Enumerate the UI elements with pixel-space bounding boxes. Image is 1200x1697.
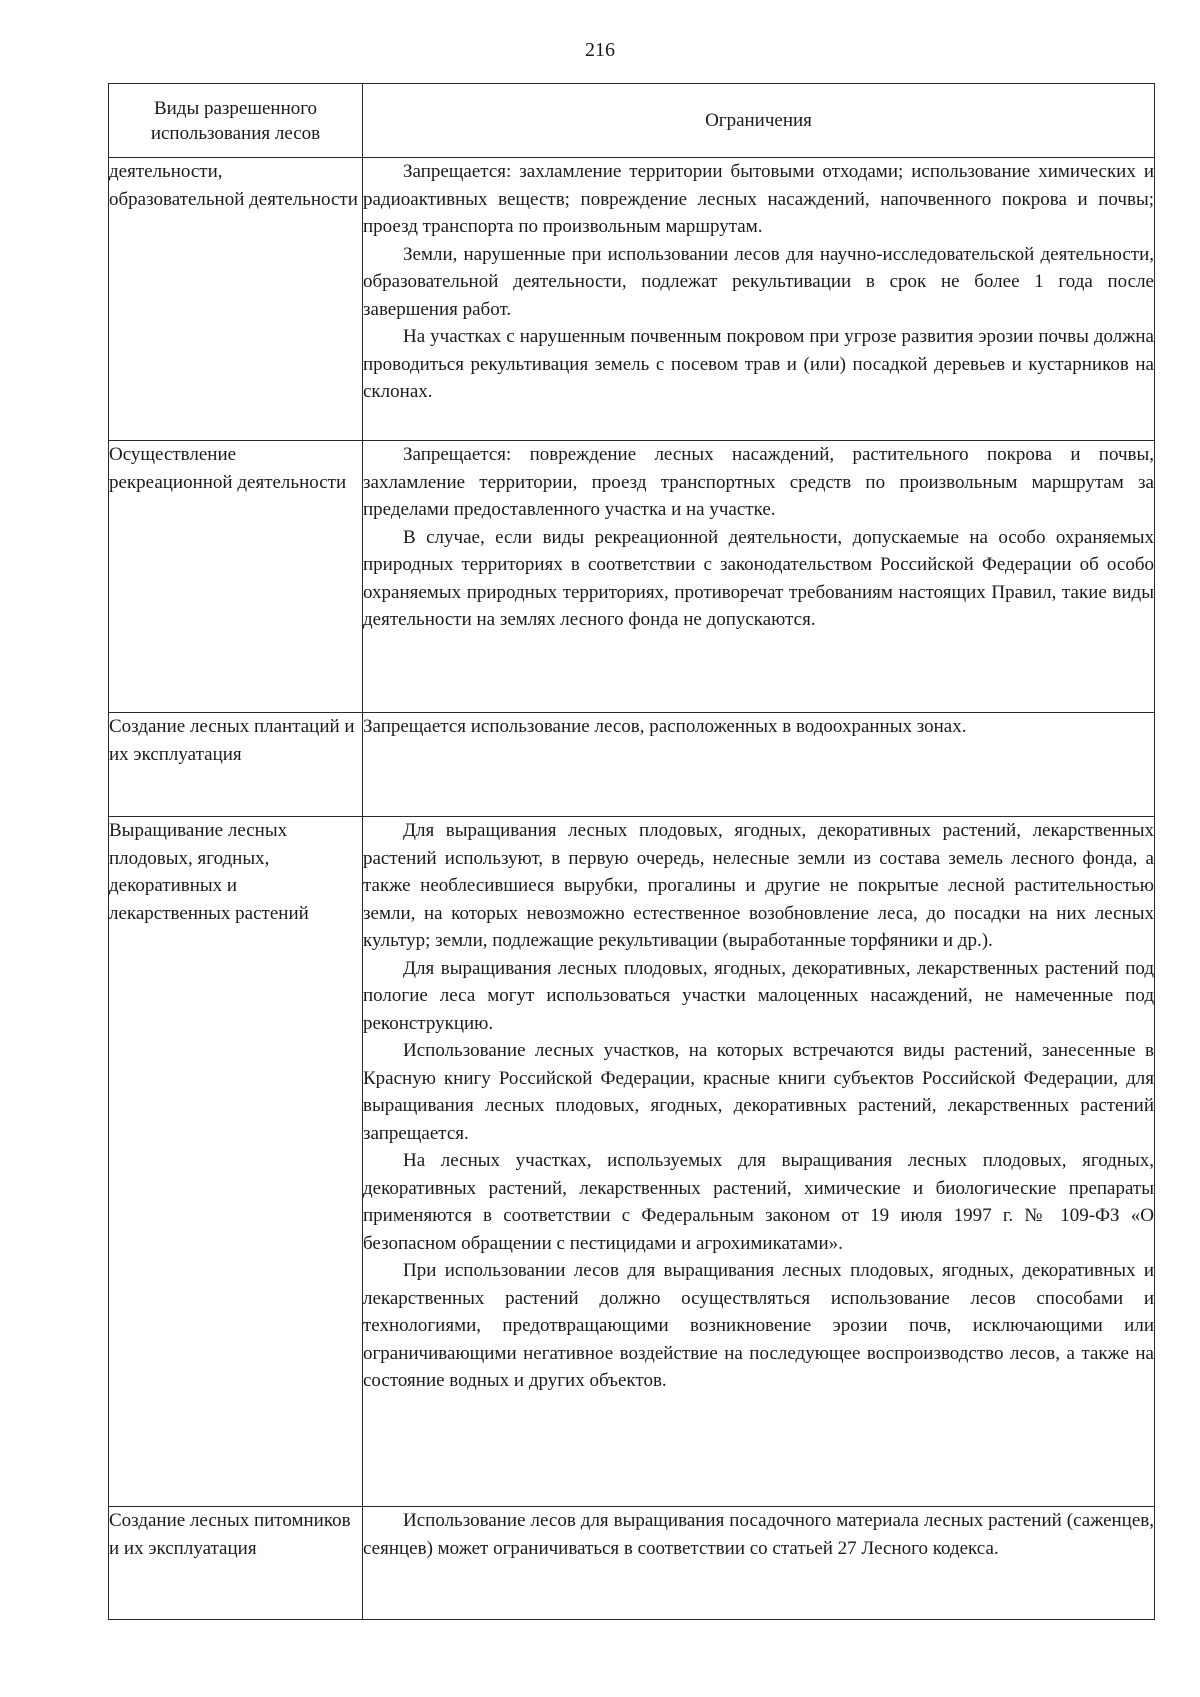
restriction-paragraph: В случае, если виды рекреационной деятельности, допускаемые на особо охраняемых природных территориях в соответствии с законодательством Российской Федерации об особо охраняемых природных территориях, противоречат требованиям настоящих Правил, такие виды деятельности на землях лесного фонда не допускаются. — [363, 526, 1154, 630]
header-use-types: Виды разрешенного использования лесов — [109, 84, 363, 158]
restriction-paragraph: Использование лесных участков, на которых встречаются виды растений, занесенные в Красную книгу Российской Федерации, красные книги субъектов Российской Федерации, для выращивания лесных плодовых, ягодных, декоративных растений, лекарственных растений запрещается. — [363, 1040, 1154, 1144]
header-restrictions: Ограничения — [363, 84, 1155, 158]
row-restrictions — [363, 817, 1155, 1507]
row-category: Создание лесных плантаций и их эксплуатация — [109, 713, 363, 817]
row-category: Создание лесных питомников и их эксплуатация — [109, 1507, 363, 1620]
table-row — [109, 713, 1155, 817]
restriction-paragraph: При использовании лесов для выращивания лесных плодовых, ягодных, декоративных и лекарственных растений должно осуществляться использование лесов способами и технологиями, предотвращающими возникновение эрозии почв, исключающими или ограничивающими негативное воздействие на последующее воспроизводство лесов, а также на состояние водных и других объектов. — [363, 1260, 1154, 1391]
restriction-paragraph: Для выращивания лесных плодовых, ягодных, декоративных, лекарственных растений под пологие леса могут использоваться участки малоценных насаждений, не намеченные под реконструкцию. — [363, 957, 1154, 1034]
table-row — [109, 441, 1155, 713]
row-restrictions — [363, 1507, 1155, 1620]
restriction-paragraph: На лесных участках, используемых для выращивания лесных плодовых, ягодных, декоративных растений, лекарственных растений, химические и биологические препараты применяются в соответствии с Федеральным законом от 19 июля 1997 г. № 109-ФЗ «О безопасном обращении с пестицидами и агрохимикатами». — [363, 1150, 1154, 1254]
restriction-paragraph: Запрещается: захламление территории бытовыми отходами; использование химических и радиоактивных веществ; повреждение лесных насаждений, напочвенного покрова и почвы; проезд транспорта по произвольным маршрутам. — [363, 161, 1154, 237]
restriction-paragraph: Для выращивания лесных плодовых, ягодных, декоративных растений, лекарственных растений используют, в первую очередь, нелесные земли из состава земель лесного фонда, а также необлесившиеся вырубки, прогалины и другие не покрытые лесной растительностью земли, на которых невозможно естественное возобновление леса, до посадки на них лесных культур; земли, подлежащие рекультивации (выработанные торфяники и др.). — [363, 820, 1154, 951]
restriction-paragraph: Земли, нарушенные при использовании лесов для научно-исследовательской деятельности, образовательной деятельности, подлежат рекультивации в срок не более 1 года после завершения работ. — [363, 243, 1154, 320]
row-restrictions — [363, 713, 1155, 817]
table-row — [109, 158, 1155, 441]
table-header-row — [109, 84, 1155, 158]
row-category: Выращивание лесных плодовых, ягодных, декоративных и лекарственных растений — [109, 817, 363, 1507]
row-category: деятельности, образовательной деятельности — [109, 158, 363, 441]
restrictions-table — [108, 83, 1155, 1620]
page-number: 216 — [585, 39, 615, 61]
row-restrictions — [363, 158, 1155, 441]
row-category: Осуществление рекреационной деятельности — [109, 441, 363, 713]
table-row — [109, 1507, 1155, 1620]
restriction-paragraph: На участках с нарушенным почвенным покровом при угрозе развития эрозии почвы должна проводиться рекультивация земель с посевом трав и (или) посадкой деревьев и кустарников на склонах. — [363, 326, 1154, 402]
table-row — [109, 817, 1155, 1507]
row-restrictions — [363, 441, 1155, 713]
restriction-paragraph: Использование лесов для выращивания посадочного материала лесных растений (саженцев, сеянцев) может ограничиваться в соответствии со статьей 27 Лесного кодекса. — [363, 1510, 1154, 1559]
restriction-paragraph: Запрещается: повреждение лесных насаждений, растительного покрова и почвы, захламление территории, проезд транспортных средств по произвольным маршрутам за пределами предоставленного участка и на участке. — [363, 444, 1154, 520]
restriction-paragraph: Запрещается использование лесов, расположенных в водоохранных зонах. — [363, 716, 967, 737]
